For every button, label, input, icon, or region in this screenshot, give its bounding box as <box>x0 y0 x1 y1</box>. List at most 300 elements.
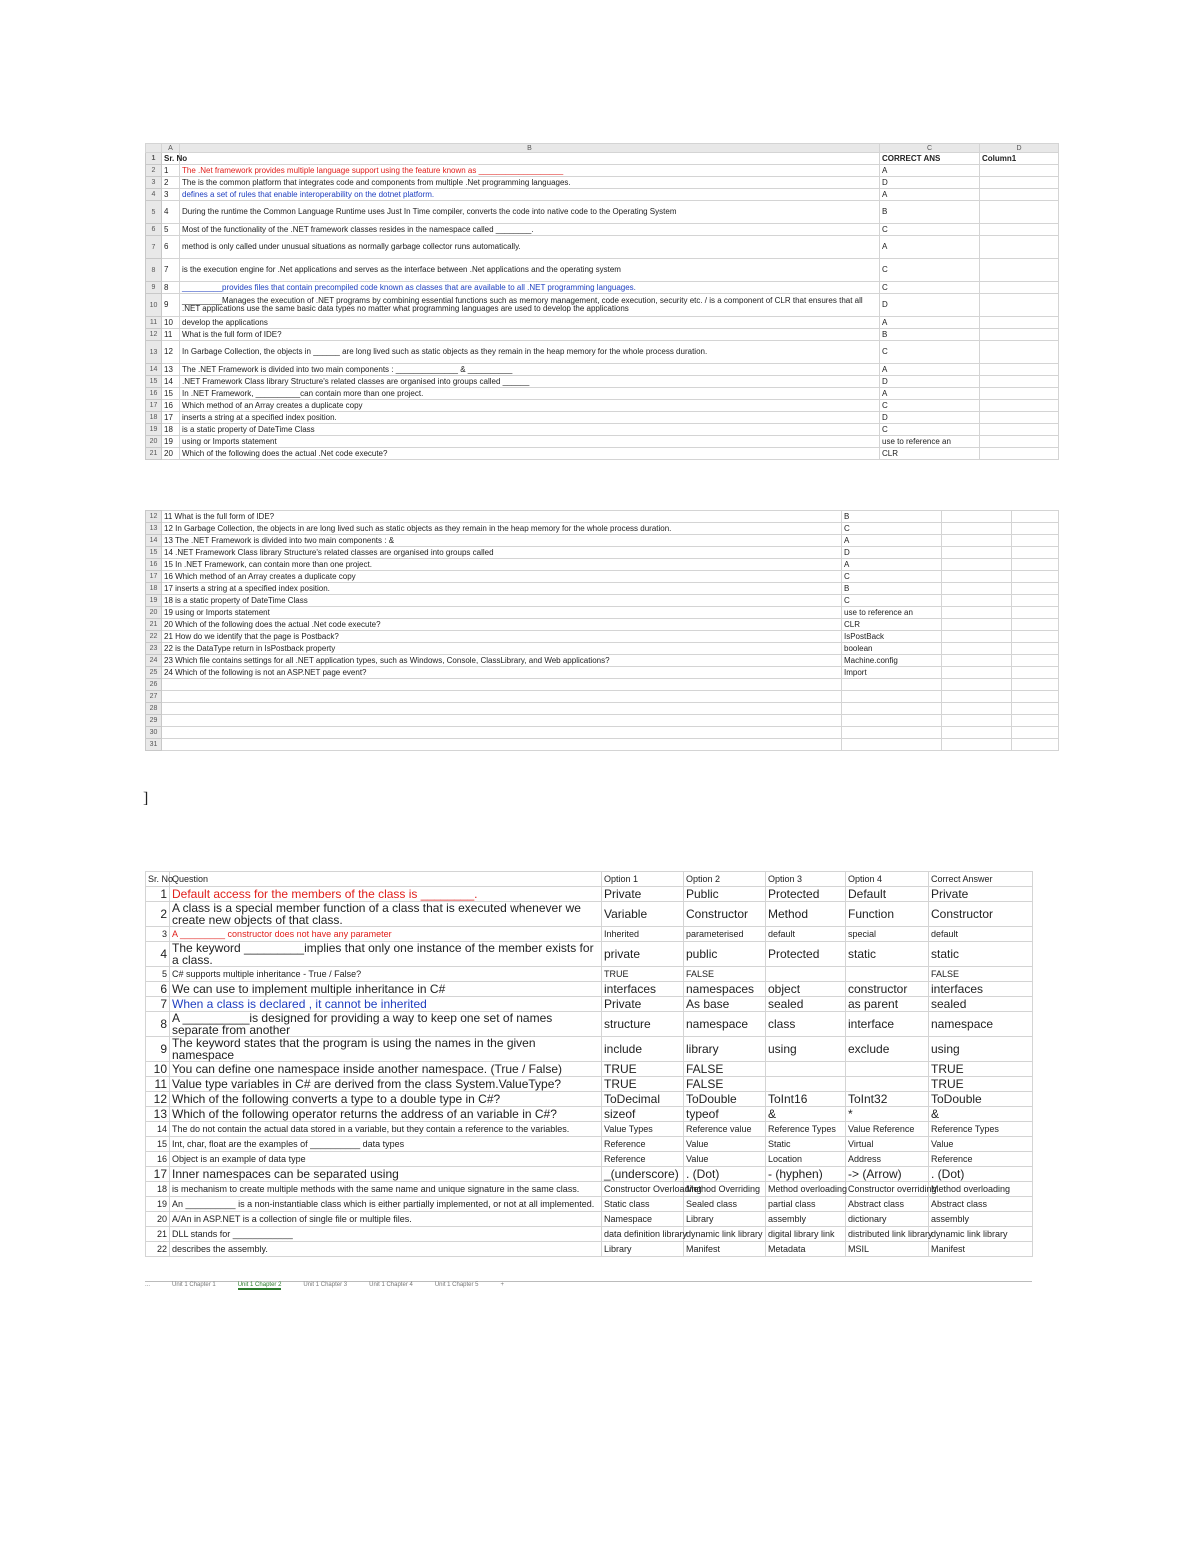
question-cell[interactable]: Which of the following does the actual .Net code execute? <box>180 448 880 460</box>
empty-cell[interactable] <box>980 436 1059 448</box>
question-cell[interactable]: method is only called under unusual situations as normally garbage collector runs automatically. <box>180 236 880 259</box>
row-number[interactable]: 24 <box>146 655 162 667</box>
question-cell[interactable] <box>162 691 842 703</box>
answer-cell[interactable]: Import <box>842 667 942 679</box>
answer-cell[interactable]: D <box>880 177 980 189</box>
answer-cell[interactable] <box>842 715 942 727</box>
question-cell[interactable]: In .NET Framework, __________can contain more than one project. <box>180 388 880 400</box>
correct-answer-cell[interactable]: Value <box>929 1137 1033 1152</box>
option-3-cell[interactable]: Reference Types <box>766 1122 846 1137</box>
answer-cell[interactable]: A <box>880 236 980 259</box>
question-cell[interactable]: 23 Which file contains settings for all .NET application types, such as Windows, Console, ClassLibrary, and Web applications? <box>162 655 842 667</box>
empty-cell[interactable] <box>980 294 1059 317</box>
sr-no-cell[interactable]: 1 <box>162 165 180 177</box>
option-2-cell[interactable]: FALSE <box>684 967 766 982</box>
answer-cell[interactable]: D <box>880 412 980 424</box>
question-cell[interactable]: A class is a special member function of a class that is executed whenever we create new objects of that class. <box>170 902 602 927</box>
answer-cell[interactable]: use to reference an <box>842 607 942 619</box>
option-2-cell[interactable]: dynamic link library <box>684 1227 766 1242</box>
row-number[interactable]: 9 <box>146 282 162 294</box>
empty-cell[interactable] <box>980 448 1059 460</box>
correct-answer-cell[interactable]: Method overloading <box>929 1182 1033 1197</box>
correct-answer-cell[interactable]: TRUE <box>929 1077 1033 1092</box>
option-2-cell[interactable]: As base <box>684 997 766 1012</box>
correct-answer-cell[interactable]: Constructor <box>929 902 1033 927</box>
sr-no-cell[interactable]: 21 <box>146 1227 170 1242</box>
row-number[interactable]: 17 <box>146 400 162 412</box>
option-1-cell[interactable]: data definition library <box>602 1227 684 1242</box>
correct-answer-cell[interactable]: & <box>929 1107 1033 1122</box>
row-number[interactable]: 19 <box>146 424 162 436</box>
empty-cell[interactable] <box>1012 559 1059 571</box>
row-number[interactable]: 4 <box>146 189 162 201</box>
answer-cell[interactable]: B <box>842 583 942 595</box>
answer-cell[interactable]: A <box>880 189 980 201</box>
sr-no-cell[interactable]: 15 <box>146 1137 170 1152</box>
question-cell[interactable]: _________provides files that contain precompiled code known as classes that are available to all .NET programming languages. <box>180 282 880 294</box>
question-cell[interactable]: During the runtime the Common Language Runtime uses Just In Time compiler, converts the code into native code to the Operating System <box>180 201 880 224</box>
sr-no-cell[interactable]: 20 <box>162 448 180 460</box>
row-number[interactable]: 25 <box>146 667 162 679</box>
question-cell[interactable]: using or Imports statement <box>180 436 880 448</box>
option-1-cell[interactable]: Reference <box>602 1137 684 1152</box>
option-1-cell[interactable]: sizeof <box>602 1107 684 1122</box>
question-cell[interactable]: _________Manages the execution of .NET programs by combining essential functions such as memory management, code execution, security etc. / is a component of CLR that ensures that all .NET applications use the same basic data types no matter what programming languages are used to develop the applications <box>180 294 880 317</box>
option-4-cell[interactable] <box>846 1077 929 1092</box>
header-cell[interactable]: Option 2 <box>684 872 766 887</box>
sr-no-cell[interactable]: 10 <box>146 1062 170 1077</box>
empty-cell[interactable] <box>942 703 1012 715</box>
sr-no-cell[interactable]: 8 <box>146 1012 170 1037</box>
option-2-cell[interactable]: Value <box>684 1152 766 1167</box>
option-1-cell[interactable]: Private <box>602 887 684 902</box>
option-2-cell[interactable]: typeof <box>684 1107 766 1122</box>
question-cell[interactable]: The .Net framework provides multiple language support using the feature known as ___________________ <box>180 165 880 177</box>
empty-cell[interactable] <box>1012 703 1059 715</box>
option-4-cell[interactable]: distributed link library <box>846 1227 929 1242</box>
option-1-cell[interactable]: Library <box>602 1242 684 1257</box>
header-cell[interactable]: Option 1 <box>602 872 684 887</box>
option-3-cell[interactable] <box>766 967 846 982</box>
answer-cell[interactable]: C <box>842 595 942 607</box>
option-4-cell[interactable] <box>846 1062 929 1077</box>
question-cell[interactable]: When a class is declared , it cannot be inherited <box>170 997 602 1012</box>
sr-no-cell[interactable]: 15 <box>162 388 180 400</box>
sr-no-cell[interactable]: 8 <box>162 282 180 294</box>
correct-answer-cell[interactable]: TRUE <box>929 1062 1033 1077</box>
option-1-cell[interactable]: TRUE <box>602 1077 684 1092</box>
header-cell[interactable]: Option 3 <box>766 872 846 887</box>
sr-no-cell[interactable]: 3 <box>146 927 170 942</box>
question-cell[interactable]: DLL stands for ____________ <box>170 1227 602 1242</box>
option-3-cell[interactable]: class <box>766 1012 846 1037</box>
row-number[interactable]: 8 <box>146 259 162 282</box>
row-number[interactable]: 20 <box>146 436 162 448</box>
sr-no-cell[interactable]: 7 <box>146 997 170 1012</box>
row-number[interactable]: 21 <box>146 448 162 460</box>
option-4-cell[interactable]: interface <box>846 1012 929 1037</box>
option-1-cell[interactable]: _(underscore) <box>602 1167 684 1182</box>
empty-cell[interactable] <box>942 739 1012 751</box>
sr-no-cell[interactable]: 22 <box>146 1242 170 1257</box>
question-cell[interactable]: Object is an example of data type <box>170 1152 602 1167</box>
answer-cell[interactable]: A <box>880 364 980 376</box>
option-4-cell[interactable]: static <box>846 942 929 967</box>
header-cell[interactable]: Option 4 <box>846 872 929 887</box>
question-cell[interactable]: 13 The .NET Framework is divided into two main components : & <box>162 535 842 547</box>
column-letter-d[interactable]: D <box>980 144 1059 153</box>
option-3-cell[interactable]: object <box>766 982 846 997</box>
answer-cell[interactable] <box>842 679 942 691</box>
row-number[interactable]: 22 <box>146 631 162 643</box>
sr-no-cell[interactable]: 3 <box>162 189 180 201</box>
sr-no-cell[interactable]: 16 <box>162 400 180 412</box>
correct-answer-cell[interactable]: ToDouble <box>929 1092 1033 1107</box>
empty-cell[interactable] <box>1012 535 1059 547</box>
option-2-cell[interactable]: . (Dot) <box>684 1167 766 1182</box>
option-4-cell[interactable]: Constructor overriding <box>846 1182 929 1197</box>
question-cell[interactable] <box>162 715 842 727</box>
question-cell[interactable]: Inner namespaces can be separated using <box>170 1167 602 1182</box>
option-3-cell[interactable]: ToInt16 <box>766 1092 846 1107</box>
column-letter-c[interactable]: C <box>880 144 980 153</box>
option-2-cell[interactable]: Reference value <box>684 1122 766 1137</box>
sr-no-cell[interactable]: 10 <box>162 317 180 329</box>
question-cell[interactable]: 21 How do we identify that the page is Postback? <box>162 631 842 643</box>
option-3-cell[interactable]: digital library link <box>766 1227 846 1242</box>
sr-no-cell[interactable]: 19 <box>162 436 180 448</box>
question-cell[interactable]: A/An in ASP.NET is a collection of single file or multiple files. <box>170 1212 602 1227</box>
correct-answer-cell[interactable]: FALSE <box>929 967 1033 982</box>
answer-cell[interactable]: A <box>880 165 980 177</box>
option-1-cell[interactable]: Namespace <box>602 1212 684 1227</box>
empty-cell[interactable] <box>942 619 1012 631</box>
option-3-cell[interactable]: Method <box>766 902 846 927</box>
option-4-cell[interactable]: Function <box>846 902 929 927</box>
option-2-cell[interactable]: FALSE <box>684 1077 766 1092</box>
option-3-cell[interactable]: Protected <box>766 942 846 967</box>
empty-cell[interactable] <box>942 595 1012 607</box>
header-cell[interactable]: CORRECT ANS <box>880 153 980 165</box>
option-1-cell[interactable]: ToDecimal <box>602 1092 684 1107</box>
empty-cell[interactable] <box>1012 571 1059 583</box>
empty-cell[interactable] <box>1012 631 1059 643</box>
question-cell[interactable]: inserts a string at a specified index position. <box>180 412 880 424</box>
option-2-cell[interactable]: Manifest <box>684 1242 766 1257</box>
row-number[interactable]: 10 <box>146 294 162 317</box>
answer-cell[interactable] <box>842 727 942 739</box>
answer-cell[interactable]: C <box>880 282 980 294</box>
empty-cell[interactable] <box>1012 655 1059 667</box>
row-number[interactable]: 6 <box>146 224 162 236</box>
option-4-cell[interactable]: special <box>846 927 929 942</box>
answer-cell[interactable]: use to reference an <box>880 436 980 448</box>
row-number[interactable]: 17 <box>146 571 162 583</box>
empty-cell[interactable] <box>980 364 1059 376</box>
row-number[interactable]: 1 <box>146 153 162 165</box>
empty-cell[interactable] <box>980 224 1059 236</box>
empty-cell[interactable] <box>1012 691 1059 703</box>
header-cell[interactable]: Correct Answer <box>929 872 1033 887</box>
question-cell[interactable]: .NET Framework Class library Structure's related classes are organised into groups called ______ <box>180 376 880 388</box>
option-1-cell[interactable]: interfaces <box>602 982 684 997</box>
question-cell[interactable]: A __________is designed for providing a way to keep one set of names separate from another <box>170 1012 602 1037</box>
correct-answer-cell[interactable]: interfaces <box>929 982 1033 997</box>
empty-cell[interactable] <box>980 424 1059 436</box>
sheet-tab[interactable]: Unit 1 Chapter 3 <box>303 1282 348 1288</box>
row-number[interactable]: 15 <box>146 547 162 559</box>
correct-answer-cell[interactable]: . (Dot) <box>929 1167 1033 1182</box>
option-4-cell[interactable] <box>846 967 929 982</box>
sr-no-cell[interactable]: 1 <box>146 887 170 902</box>
row-number[interactable]: 12 <box>146 511 162 523</box>
empty-cell[interactable] <box>942 631 1012 643</box>
sr-no-cell[interactable]: 6 <box>162 236 180 259</box>
option-1-cell[interactable]: Static class <box>602 1197 684 1212</box>
row-number[interactable]: 14 <box>146 535 162 547</box>
option-4-cell[interactable]: Address <box>846 1152 929 1167</box>
correct-answer-cell[interactable]: using <box>929 1037 1033 1062</box>
sr-no-cell[interactable]: 5 <box>146 967 170 982</box>
sheet-tab[interactable]: Unit 1 Chapter 2 <box>237 1282 282 1288</box>
sr-no-cell[interactable]: 19 <box>146 1197 170 1212</box>
question-cell[interactable]: Which method of an Array creates a duplicate copy <box>180 400 880 412</box>
row-number[interactable]: 19 <box>146 595 162 607</box>
sheet-tab[interactable]: Unit 1 Chapter 1 <box>172 1282 216 1288</box>
question-cell[interactable]: is a static property of DateTime Class <box>180 424 880 436</box>
question-cell[interactable]: Default access for the members of the class is ________. <box>170 887 602 902</box>
option-2-cell[interactable]: ToDouble <box>684 1092 766 1107</box>
sr-no-cell[interactable]: 14 <box>162 376 180 388</box>
correct-answer-cell[interactable]: assembly <box>929 1212 1033 1227</box>
empty-cell[interactable] <box>1012 667 1059 679</box>
option-2-cell[interactable]: namespaces <box>684 982 766 997</box>
option-3-cell[interactable]: Method overloading <box>766 1182 846 1197</box>
option-3-cell[interactable]: using <box>766 1037 846 1062</box>
option-2-cell[interactable]: namespace <box>684 1012 766 1037</box>
column-letter-b[interactable]: B <box>180 144 880 153</box>
empty-cell[interactable] <box>980 236 1059 259</box>
question-cell[interactable] <box>162 727 842 739</box>
correct-answer-cell[interactable]: Manifest <box>929 1242 1033 1257</box>
option-1-cell[interactable]: TRUE <box>602 1062 684 1077</box>
sr-no-cell[interactable]: 13 <box>146 1107 170 1122</box>
header-cell[interactable]: Sr. No <box>146 872 170 887</box>
sr-no-cell[interactable]: 9 <box>162 294 180 317</box>
option-1-cell[interactable]: Reference <box>602 1152 684 1167</box>
option-3-cell[interactable] <box>766 1077 846 1092</box>
option-2-cell[interactable]: FALSE <box>684 1062 766 1077</box>
option-4-cell[interactable]: -> (Arrow) <box>846 1167 929 1182</box>
option-2-cell[interactable]: Value <box>684 1137 766 1152</box>
option-3-cell[interactable]: Metadata <box>766 1242 846 1257</box>
empty-cell[interactable] <box>1012 511 1059 523</box>
question-cell[interactable]: develop the applications <box>180 317 880 329</box>
row-number[interactable]: 11 <box>146 317 162 329</box>
row-number[interactable]: 16 <box>146 559 162 571</box>
question-cell[interactable]: describes the assembly. <box>170 1242 602 1257</box>
answer-cell[interactable]: boolean <box>842 643 942 655</box>
row-number[interactable]: 21 <box>146 619 162 631</box>
sr-no-cell[interactable]: 14 <box>146 1122 170 1137</box>
option-3-cell[interactable]: Protected <box>766 887 846 902</box>
answer-cell[interactable]: D <box>842 547 942 559</box>
row-number[interactable]: 30 <box>146 727 162 739</box>
empty-cell[interactable] <box>1012 715 1059 727</box>
question-cell[interactable]: 24 Which of the following is not an ASP.NET page event? <box>162 667 842 679</box>
header-cell[interactable]: Column1 <box>980 153 1059 165</box>
question-cell[interactable]: is mechanism to create multiple methods with the same name and unique signature in the same class. <box>170 1182 602 1197</box>
correct-answer-cell[interactable]: Abstract class <box>929 1197 1033 1212</box>
option-1-cell[interactable]: TRUE <box>602 967 684 982</box>
empty-cell[interactable] <box>942 559 1012 571</box>
row-number[interactable]: 7 <box>146 236 162 259</box>
empty-cell[interactable] <box>942 547 1012 559</box>
correct-answer-cell[interactable]: dynamic link library <box>929 1227 1033 1242</box>
empty-cell[interactable] <box>980 317 1059 329</box>
question-cell[interactable] <box>162 739 842 751</box>
select-all-corner[interactable] <box>146 144 162 153</box>
empty-cell[interactable] <box>1012 739 1059 751</box>
question-cell[interactable]: defines a set of rules that enable interoperability on the dotnet platform. <box>180 189 880 201</box>
row-number[interactable]: 18 <box>146 412 162 424</box>
sr-no-cell[interactable]: 18 <box>162 424 180 436</box>
option-3-cell[interactable]: Location <box>766 1152 846 1167</box>
row-number[interactable]: 20 <box>146 607 162 619</box>
answer-cell[interactable]: D <box>880 376 980 388</box>
option-2-cell[interactable]: Public <box>684 887 766 902</box>
empty-cell[interactable] <box>942 607 1012 619</box>
answer-cell[interactable] <box>842 691 942 703</box>
option-4-cell[interactable]: constructor <box>846 982 929 997</box>
add-sheet-button[interactable]: + <box>500 1282 505 1288</box>
option-3-cell[interactable]: & <box>766 1107 846 1122</box>
row-number[interactable]: 16 <box>146 388 162 400</box>
question-cell[interactable]: 17 inserts a string at a specified index position. <box>162 583 842 595</box>
option-4-cell[interactable]: as parent <box>846 997 929 1012</box>
question-cell[interactable]: The .NET Framework is divided into two main components : ______________ & __________ <box>180 364 880 376</box>
empty-cell[interactable] <box>1012 679 1059 691</box>
question-cell[interactable] <box>162 703 842 715</box>
option-2-cell[interactable]: Method Overriding <box>684 1182 766 1197</box>
header-cell[interactable] <box>180 153 880 165</box>
question-cell[interactable]: A _________ constructor does not have any parameter <box>170 927 602 942</box>
answer-cell[interactable]: B <box>842 511 942 523</box>
row-number[interactable]: 18 <box>146 583 162 595</box>
empty-cell[interactable] <box>1012 619 1059 631</box>
option-2-cell[interactable]: Constructor <box>684 902 766 927</box>
row-number[interactable]: 23 <box>146 643 162 655</box>
sr-no-cell[interactable]: 9 <box>146 1037 170 1062</box>
option-2-cell[interactable]: public <box>684 942 766 967</box>
row-number[interactable]: 29 <box>146 715 162 727</box>
question-cell[interactable]: 20 Which of the following does the actual .Net code execute? <box>162 619 842 631</box>
question-cell[interactable]: 11 What is the full form of IDE? <box>162 511 842 523</box>
sheet-tab[interactable]: Unit 1 Chapter 4 <box>369 1282 413 1288</box>
answer-cell[interactable]: C <box>842 571 942 583</box>
correct-answer-cell[interactable]: Private <box>929 887 1033 902</box>
question-cell[interactable]: 18 is a static property of DateTime Class <box>162 595 842 607</box>
question-cell[interactable]: An __________ is a non-instantiable class which is either partially implemented, or not at all implemented. <box>170 1197 602 1212</box>
question-cell[interactable]: We can use to implement multiple inheritance in C# <box>170 982 602 997</box>
option-3-cell[interactable]: assembly <box>766 1212 846 1227</box>
question-cell[interactable] <box>162 679 842 691</box>
question-cell[interactable]: 16 Which method of an Array creates a duplicate copy <box>162 571 842 583</box>
option-2-cell[interactable]: library <box>684 1037 766 1062</box>
answer-cell[interactable]: A <box>842 559 942 571</box>
option-4-cell[interactable]: MSIL <box>846 1242 929 1257</box>
option-1-cell[interactable]: Private <box>602 997 684 1012</box>
empty-cell[interactable] <box>942 691 1012 703</box>
question-cell[interactable]: is the execution engine for .Net applications and serves as the interface between .Net applications and the operating system <box>180 259 880 282</box>
option-3-cell[interactable]: sealed <box>766 997 846 1012</box>
option-4-cell[interactable]: ToInt32 <box>846 1092 929 1107</box>
sr-no-cell[interactable]: 4 <box>146 942 170 967</box>
empty-cell[interactable] <box>1012 727 1059 739</box>
empty-cell[interactable] <box>1012 547 1059 559</box>
empty-cell[interactable] <box>980 400 1059 412</box>
row-number[interactable]: 13 <box>146 341 162 364</box>
empty-cell[interactable] <box>980 341 1059 364</box>
empty-cell[interactable] <box>942 727 1012 739</box>
question-cell[interactable]: 15 In .NET Framework, can contain more than one project. <box>162 559 842 571</box>
row-number[interactable]: 5 <box>146 201 162 224</box>
sr-no-cell[interactable]: 4 <box>162 201 180 224</box>
sr-no-cell[interactable]: 12 <box>146 1092 170 1107</box>
empty-cell[interactable] <box>942 571 1012 583</box>
option-1-cell[interactable]: Constructor Overloading <box>602 1182 684 1197</box>
option-4-cell[interactable]: Value Reference <box>846 1122 929 1137</box>
correct-answer-cell[interactable]: Reference <box>929 1152 1033 1167</box>
question-cell[interactable]: 19 using or Imports statement <box>162 607 842 619</box>
option-3-cell[interactable]: - (hyphen) <box>766 1167 846 1182</box>
answer-cell[interactable]: A <box>880 388 980 400</box>
option-4-cell[interactable]: Default <box>846 887 929 902</box>
option-2-cell[interactable]: Sealed class <box>684 1197 766 1212</box>
option-3-cell[interactable]: default <box>766 927 846 942</box>
option-4-cell[interactable]: * <box>846 1107 929 1122</box>
question-cell[interactable]: The is the common platform that integrates code and components from multiple .Net programming languages. <box>180 177 880 189</box>
question-cell[interactable]: Int, char, float are the examples of __________ data types <box>170 1137 602 1152</box>
sr-no-cell[interactable]: 17 <box>162 412 180 424</box>
sr-no-cell[interactable]: 13 <box>162 364 180 376</box>
option-4-cell[interactable]: dictionary <box>846 1212 929 1227</box>
question-cell[interactable]: 12 In Garbage Collection, the objects in are long lived such as static objects as they remain in the heap memory for the whole process duration. <box>162 523 842 535</box>
empty-cell[interactable] <box>942 535 1012 547</box>
sr-no-cell[interactable]: 6 <box>146 982 170 997</box>
question-cell[interactable]: The keyword _________implies that only one instance of the member exists for a class. <box>170 942 602 967</box>
empty-cell[interactable] <box>980 412 1059 424</box>
option-3-cell[interactable]: Static <box>766 1137 846 1152</box>
empty-cell[interactable] <box>1012 523 1059 535</box>
sr-no-cell[interactable]: 11 <box>162 329 180 341</box>
empty-cell[interactable] <box>980 376 1059 388</box>
answer-cell[interactable] <box>842 703 942 715</box>
correct-answer-cell[interactable]: sealed <box>929 997 1033 1012</box>
answer-cell[interactable]: C <box>880 224 980 236</box>
sheet-tab[interactable]: ... <box>145 1282 151 1288</box>
row-number[interactable]: 13 <box>146 523 162 535</box>
empty-cell[interactable] <box>1012 607 1059 619</box>
option-3-cell[interactable]: partial class <box>766 1197 846 1212</box>
column-letter-a[interactable]: A <box>162 144 180 153</box>
sheet-tab[interactable]: Unit 1 Chapter 5 <box>434 1282 479 1288</box>
answer-cell[interactable]: C <box>880 424 980 436</box>
row-number[interactable]: 14 <box>146 364 162 376</box>
answer-cell[interactable]: A <box>842 535 942 547</box>
option-4-cell[interactable]: Abstract class <box>846 1197 929 1212</box>
option-3-cell[interactable] <box>766 1062 846 1077</box>
